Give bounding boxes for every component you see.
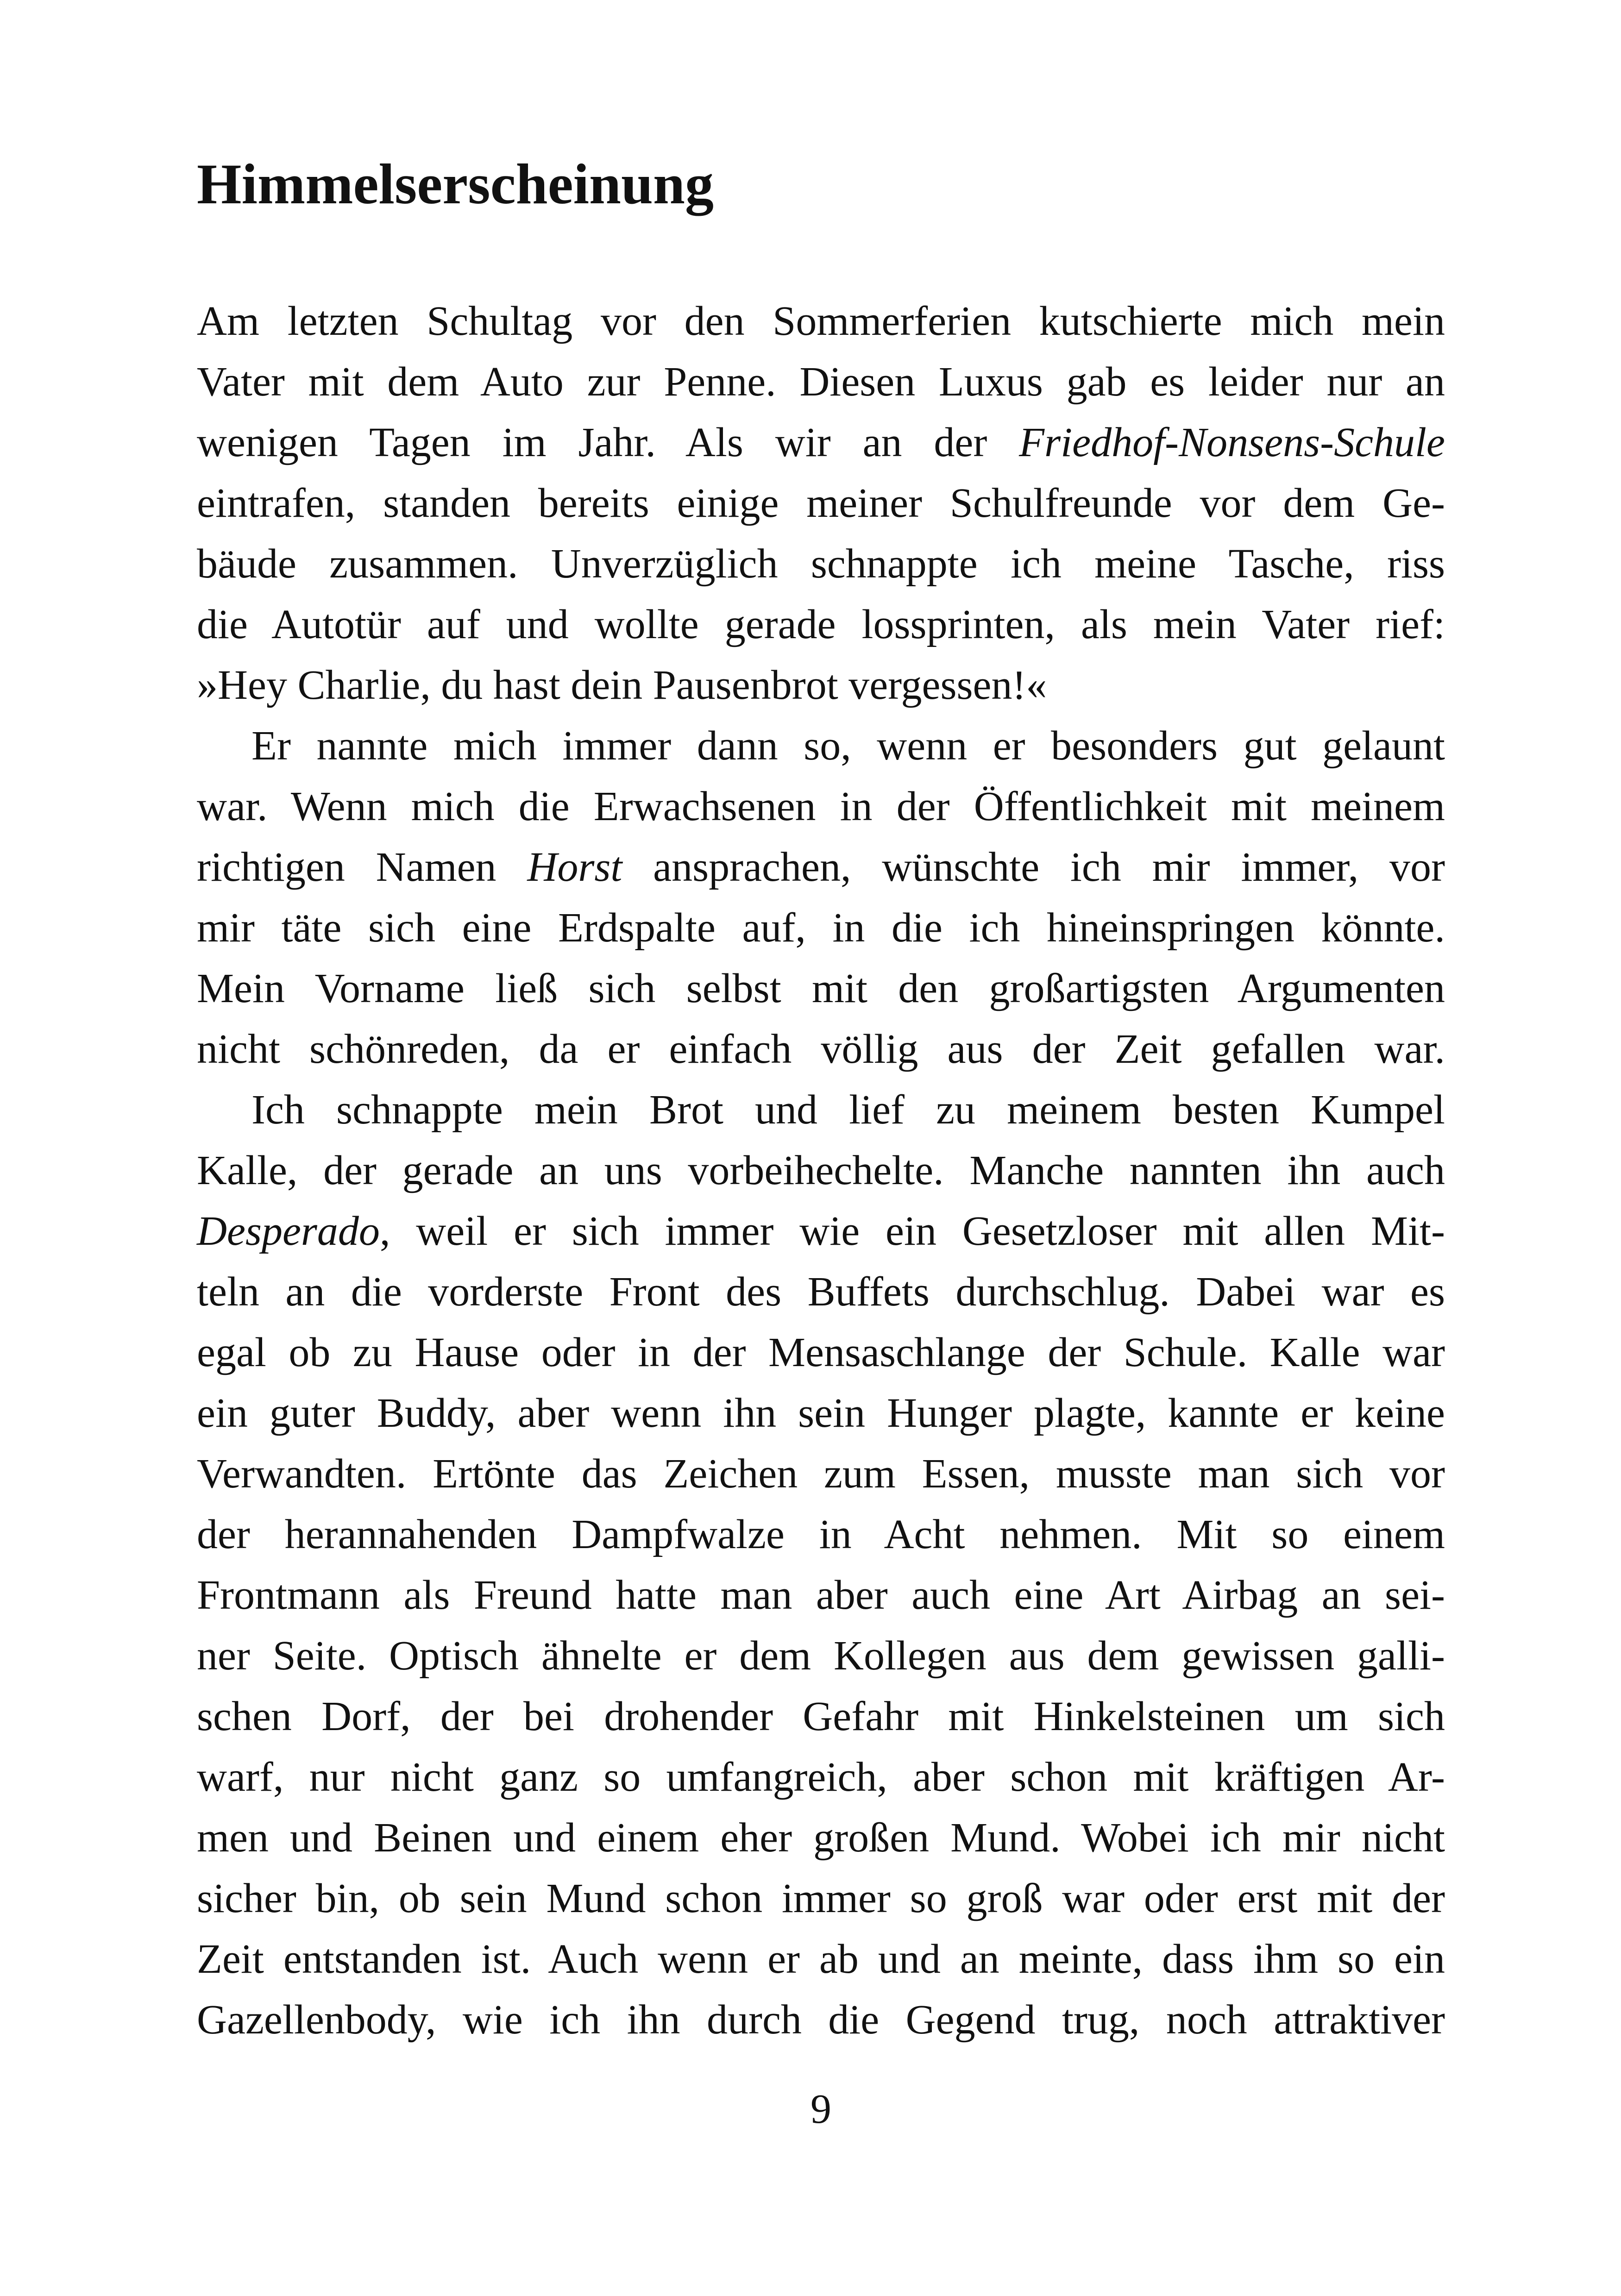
text-line xyxy=(197,1625,1445,1686)
text-line xyxy=(197,897,1445,958)
text-segment: egal ob zu Hause oder in der Mensaschlange der Schule. Kalle war xyxy=(197,1330,1445,1375)
text-line xyxy=(197,715,1445,776)
text-line xyxy=(197,1261,1445,1322)
chapter-title: Himmelserscheinung xyxy=(197,152,714,216)
text-line xyxy=(197,1929,1445,1989)
text-line xyxy=(197,1443,1445,1504)
text-line xyxy=(197,1383,1445,1443)
text-line xyxy=(197,1322,1445,1383)
italic-text: Friedhof-Nonsens-Schule xyxy=(1019,420,1445,465)
text-segment: teln an die vorderste Front des Buffets durchschlug. Dabei war es xyxy=(197,1269,1445,1315)
text-segment: eintrafen, standen bereits einige meiner Schulfreunde vor dem Ge- xyxy=(197,480,1445,526)
text-segment: Verwandten. Ertönte das Zeichen zum Essen, musste man sich vor xyxy=(197,1451,1445,1497)
text-line xyxy=(197,655,1445,715)
text-segment: bäude zusammen. Unverzüglich schnappte ich meine Tasche, riss xyxy=(197,541,1445,587)
italic-text: Horst xyxy=(527,844,622,890)
text-line xyxy=(197,412,1445,473)
text-segment: men und Beinen und einem eher großen Mund. Wobei ich mir nicht xyxy=(197,1815,1445,1861)
text-segment: Zeit entstanden ist. Auch wenn er ab und an meinte, dass ihm so ein xyxy=(197,1936,1445,1982)
text-line xyxy=(197,351,1445,412)
text-line xyxy=(197,291,1445,351)
text-segment: Kalle, der gerade an uns vorbeihechelte. Manche nannten ihn auch xyxy=(197,1148,1445,1193)
text-line xyxy=(197,1140,1445,1201)
text-line xyxy=(197,1868,1445,1929)
text-segment: Gazellenbody, wie ich ihn durch die Gegend trug, noch attraktiver xyxy=(197,1997,1445,2043)
body-text xyxy=(197,291,1445,2050)
text-segment: richtigen Namen xyxy=(197,844,528,890)
text-line xyxy=(197,473,1445,533)
text-segment: ein guter Buddy, aber wenn ihn sein Hunger plagte, kannte er keine xyxy=(197,1390,1445,1436)
text-line xyxy=(197,837,1445,897)
text-line xyxy=(197,1989,1445,2050)
text-segment: ansprachen, wünschte ich mir immer, vor xyxy=(622,844,1445,890)
text-segment: Mein Vorname ließ sich selbst mit den großartigsten Argumenten xyxy=(197,966,1445,1011)
text-line xyxy=(197,1019,1445,1079)
text-line xyxy=(197,1686,1445,1747)
text-line xyxy=(197,1807,1445,1868)
text-line xyxy=(197,776,1445,837)
text-line xyxy=(197,1747,1445,1807)
text-line xyxy=(197,1504,1445,1565)
text-segment: schen Dorf, der bei drohender Gefahr mit Hinkelsteinen um sich xyxy=(197,1694,1445,1739)
text-line xyxy=(197,1201,1445,1261)
text-segment: mir täte sich eine Erdspalte auf, in die ich hineinspringen könnte. xyxy=(197,905,1445,951)
text-segment: Am letzten Schultag vor den Sommerferien kutschierte mich mein xyxy=(197,298,1445,344)
text-segment: nicht schönreden, da er einfach völlig aus der Zeit gefallen war. xyxy=(197,1026,1445,1072)
text-segment: »Hey Charlie, du hast dein Pausenbrot vergessen!« xyxy=(197,662,1047,708)
text-segment: Frontmann als Freund hatte man aber auch eine Art Airbag an sei- xyxy=(197,1572,1445,1618)
text-segment: Ich schnappte mein Brot und lief zu meinem besten Kumpel xyxy=(251,1087,1445,1133)
text-segment: warf, nur nicht ganz so umfangreich, aber schon mit kräftigen Ar- xyxy=(197,1754,1445,1800)
text-segment: ner Seite. Optisch ähnelte er dem Kollegen aus dem gewissen galli- xyxy=(197,1633,1445,1679)
text-segment: die Autotür auf und wollte gerade lossprinten, als mein Vater rief: xyxy=(197,602,1445,647)
text-line xyxy=(197,958,1445,1019)
text-segment: Er nannte mich immer dann so, wenn er besonders gut gelaunt xyxy=(251,723,1445,769)
text-line xyxy=(197,1565,1445,1625)
book-page xyxy=(197,0,1445,2296)
italic-text: Desperado xyxy=(197,1208,380,1254)
text-segment: wenigen Tagen im Jahr. Als wir an der xyxy=(197,420,1019,465)
text-segment: war. Wenn mich die Erwachsenen in der Öffentlichkeit mit meinem xyxy=(197,784,1445,829)
page-number: 9 xyxy=(810,2086,831,2132)
text-line xyxy=(197,594,1445,655)
text-line xyxy=(197,1079,1445,1140)
text-segment: der herannahenden Dampfwalze in Acht nehmen. Mit so einem xyxy=(197,1512,1445,1557)
text-segment: Vater mit dem Auto zur Penne. Diesen Luxus gab es leider nur an xyxy=(197,359,1445,405)
text-segment: sicher bin, ob sein Mund schon immer so groß war oder erst mit der xyxy=(197,1876,1445,1921)
text-line xyxy=(197,533,1445,594)
text-segment: , weil er sich immer wie ein Gesetzloser mit allen Mit- xyxy=(379,1208,1445,1254)
